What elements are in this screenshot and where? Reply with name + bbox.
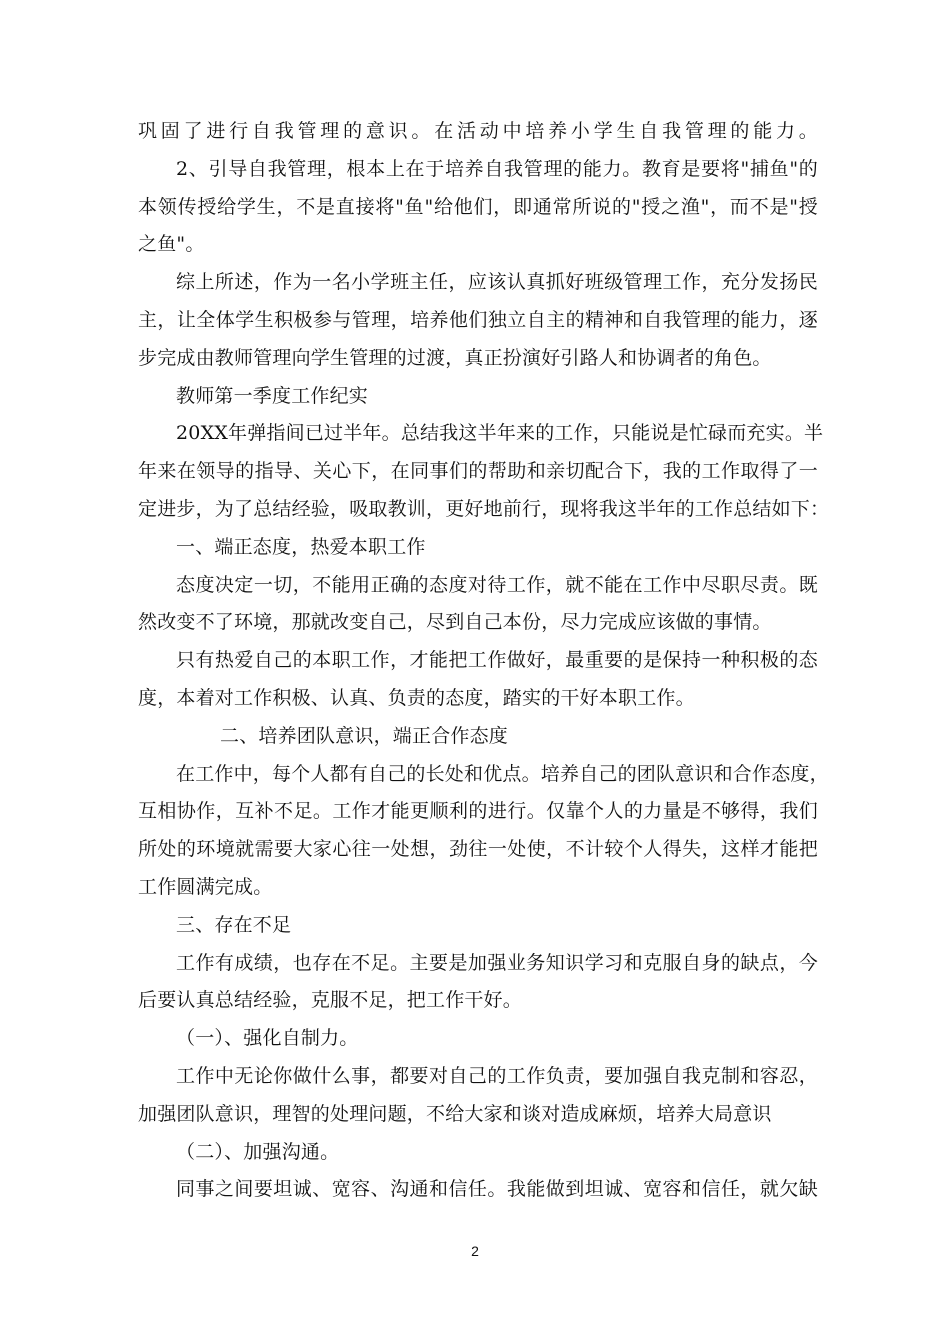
text-line: 工作有成绩，也存在不足。主要是加强业务知识学习和克服自身的缺点，今: [176, 951, 818, 974]
text-line: 同事之间要坦诚、宽容、沟通和信任。我能做到坦诚、宽容和信任，就欠缺: [176, 1178, 818, 1201]
text-line: 只有热爱自己的本职工作，才能把工作做好，最重要的是保持一种积极的态: [176, 649, 818, 672]
text-line: 工作中无论你做什么事，都要对自己的工作负责，要加强自我克制和容忍，: [176, 1064, 818, 1087]
text-line: 所处的环境就需要大家心往一处想，劲往一处使，不计较个人得失，这样才能把: [138, 838, 818, 861]
text-line: 互相协作，互补不足。工作才能更顺利的进行。仅靠个人的力量是不够得，我们: [138, 800, 818, 823]
text-line: 综上所述，作为一名小学班主任，应该认真抓好班级管理工作，充分发扬民: [176, 271, 818, 294]
text-line: 年来在领导的指导、关心下，在同事们的帮助和亲切配合下，我的工作取得了一: [138, 460, 818, 483]
text-line: 工作圆满完成。: [138, 875, 273, 898]
subsection-heading: （一）、强化自制力。: [176, 1027, 359, 1050]
text-line: 主，让全体学生积极参与管理，培养他们独立自主的精神和自我管理的能力，逐: [138, 308, 818, 331]
text-line: 加强团队意识，理智的处理问题，不给大家和谈对造成麻烦，培养大局意识: [138, 1102, 772, 1125]
text-line: 然改变不了环境，那就改变自己，尽到自己本份，尽力完成应该做的事情。: [138, 611, 772, 634]
section-heading: 一、端正态度，热爱本职工作: [176, 535, 426, 558]
subsection-heading: （二）、加强沟通。: [176, 1140, 340, 1163]
page-number: 2: [471, 1243, 479, 1259]
text-line: 本领传授给学生，不是直接将"鱼"给他们，即通常所说的"授之渔"，而不是"授: [138, 195, 818, 218]
text-line: 定进步，为了总结经验，吸取教训，更好地前行，现将我这半年的工作总结如下：: [138, 497, 830, 520]
section-heading: 二、培养团队意识，端正合作态度: [220, 724, 509, 747]
text-line: 度，本着对工作积极、认真、负责的态度，踏实的干好本职工作。: [138, 686, 695, 709]
text-line: 巩固了进行自我管理的意识。在活动中培养小学生自我管理的能力。: [138, 120, 818, 142]
document-body: [138, 113, 830, 1209]
text-line: 之鱼"。: [138, 233, 205, 256]
text-line: 20XX年弹指间已过半年。总结我这半年来的工作，只能说是忙碌而充实。半: [176, 422, 824, 445]
text-line: 步完成由教师管理向学生管理的过渡，真正扮演好引路人和协调者的角色。: [138, 346, 772, 369]
section-heading: 三、存在不足: [176, 913, 292, 936]
text-line: 在工作中，每个人都有自己的长处和优点。培养自己的团队意识和合作态度，: [176, 762, 829, 785]
text-line: 2、引导自我管理，根本上在于培养自我管理的能力。教育是要将"捕鱼"的: [176, 157, 818, 180]
section-heading: 教师第一季度工作纪实: [176, 384, 369, 407]
text-line: 态度决定一切，不能用正确的态度对待工作，就不能在工作中尽职尽责。既: [176, 573, 818, 596]
text-line: 后要认真总结经验，克服不足，把工作干好。: [138, 989, 523, 1012]
